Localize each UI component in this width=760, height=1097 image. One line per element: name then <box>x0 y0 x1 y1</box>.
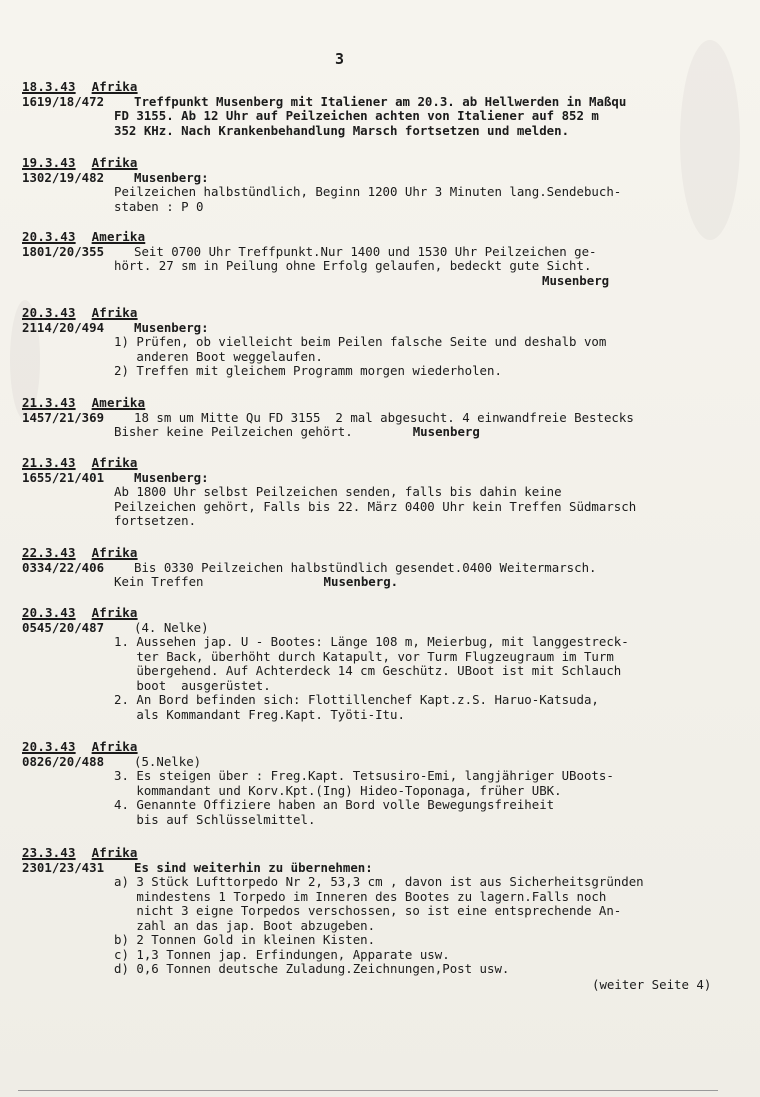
entry-signature: Musenberg <box>542 272 610 288</box>
entry-text-line: Kein Treffen <box>114 574 204 589</box>
message-entry <box>22 230 752 288</box>
entry-region: Afrika <box>91 845 138 860</box>
entry-text-line: 2) Treffen mit gleichem Programm morgen wiederholen. <box>114 363 502 378</box>
entry-text-line: ter Back, überhöht durch Katapult, vor Turm Flugzeugraum im Turm <box>114 648 614 664</box>
entry-text-line: c) 1,3 Tonnen jap. Erfindungen, Apparate usw. <box>114 946 450 962</box>
entry-signature: Musenberg <box>412 424 480 439</box>
entry-region: Afrika <box>91 305 138 320</box>
message-entry <box>22 80 752 138</box>
entry-text-line: Ab 1800 Uhr selbst Peilzeichen senden, falls bis dahin keine <box>114 484 562 499</box>
message-entry <box>22 740 752 827</box>
entry-reference: 1457/21/369 <box>22 409 105 425</box>
entry-reference: 1655/21/401 <box>22 469 105 485</box>
entry-region: Amerika <box>91 395 146 410</box>
entry-date: 23.3.43 <box>22 845 76 860</box>
entry-text-line: Bis 0330 Peilzeichen halbstündlich gesendet.0400 Weitermarsch. <box>134 559 597 575</box>
entry-reference: 1302/19/482 <box>22 169 105 185</box>
entry-text-line: d) 0,6 Tonnen deutsche Zuladung.Zeichnungen,Post usw. <box>114 961 510 976</box>
entry-date: 22.3.43 <box>22 545 76 560</box>
entry-date: 19.3.43 <box>22 155 76 170</box>
entry-header <box>22 456 752 471</box>
entry-date: 20.3.43 <box>22 605 76 620</box>
entry-region: Afrika <box>91 455 138 470</box>
message-entry <box>22 306 752 379</box>
message-entry <box>22 156 752 214</box>
entry-text-line: Treffpunkt Musenberg mit Italiener am 20.3. ab Hellwerden in Maßqu <box>134 93 627 109</box>
entry-date: 21.3.43 <box>22 455 76 470</box>
entry-text-line: 1) Prüfen, ob vielleicht beim Peilen falsche Seite und deshalb vom <box>114 334 607 349</box>
entry-addressee: Es sind weiterhin zu übernehmen: <box>134 859 373 875</box>
entry-text-line: bis auf Schlüsselmittel. <box>114 811 316 827</box>
entry-text-line: a) 3 Stück Lufttorpedo Nr 2, 53,3 cm , davon ist aus Sicherheitsgründen <box>114 874 644 889</box>
entry-region: Afrika <box>91 79 138 94</box>
entry-text-line: 18 sm um Mitte Qu FD 3155 2 mal abgesucht. 4 einwandfreie Bestecks <box>134 409 634 425</box>
entry-region: Afrika <box>91 155 138 170</box>
entry-region: Amerika <box>91 229 146 244</box>
page-bottom-rule <box>18 1090 718 1091</box>
entry-text-line: b) 2 Tonnen Gold in kleinen Kisten. <box>114 932 376 947</box>
message-entry <box>22 546 752 590</box>
entry-text-line: zahl an das jap. Boot abzugeben. <box>114 917 376 933</box>
entry-reference: 2301/23/431 <box>22 859 105 875</box>
entry-text-line: fortsetzen. <box>114 513 197 528</box>
entry-text-line: 1. Aussehen jap. U - Bootes: Länge 108 m, Meierbug, mit langgestreck- <box>114 634 629 649</box>
entry-date: 18.3.43 <box>22 79 76 94</box>
entry-header <box>22 740 752 755</box>
entry-header <box>22 230 752 245</box>
entry-header <box>22 606 752 621</box>
entry-header <box>22 396 752 411</box>
message-entry <box>22 846 752 977</box>
entry-text-line: 4. Genannte Offiziere haben an Bord volle Bewegungsfreiheit <box>114 797 555 812</box>
entry-reference: 2114/20/494 <box>22 319 105 335</box>
entry-text-line: als Kommandant Freg.Kapt. Työti-Itu. <box>114 706 405 722</box>
entry-text-line: FD 3155. Ab 12 Uhr auf Peilzeichen achten von Italiener auf 852 m <box>114 108 599 123</box>
message-entry <box>22 396 752 440</box>
entry-addressee: Musenberg: <box>134 469 209 485</box>
entry-text-line: 2. An Bord befinden sich: Flottillenchef Kapt.z.S. Haruo-Katsuda, <box>114 692 599 707</box>
entry-header <box>22 156 752 171</box>
entry-addressee: (4. Nelke) <box>134 619 209 635</box>
entry-date: 20.3.43 <box>22 739 76 754</box>
entry-text-line: boot ausgerüstet. <box>114 677 271 693</box>
entry-text-line: Seit 0700 Uhr Treffpunkt.Nur 1400 und 1530 Uhr Peilzeichen ge- <box>134 243 597 259</box>
entry-reference: 1619/18/472 <box>22 93 105 109</box>
entry-addressee: (5.Nelke) <box>134 753 202 769</box>
entry-header <box>22 80 752 95</box>
entry-text-line: staben : P 0 <box>114 198 204 214</box>
entry-reference: 0334/22/406 <box>22 559 105 575</box>
entry-date: 21.3.43 <box>22 395 76 410</box>
entry-text-line: nicht 3 eigne Torpedos verschossen, so ist eine entsprechende An- <box>114 903 622 918</box>
entry-region: Afrika <box>91 739 138 754</box>
entry-reference: 0545/20/487 <box>22 619 105 635</box>
entry-header <box>22 306 752 321</box>
entry-text-line: 3. Es steigen über : Freg.Kapt. Tetsusiro-Emi, langjähriger UBoots- <box>114 768 614 783</box>
entry-text-line: kommandant und Korv.Kpt.(Ing) Hideo-Toponaga, früher UBK. <box>114 782 562 798</box>
message-entry <box>22 456 752 529</box>
entry-text-line: Peilzeichen gehört, Falls bis 22. März 0400 Uhr kein Treffen Südmarsch <box>114 498 637 514</box>
entry-date: 20.3.43 <box>22 305 76 320</box>
entry-text-line: hört. 27 sm in Peilung ohne Erfolg gelaufen, bedeckt gute Sicht. <box>114 258 592 273</box>
entry-text-line: 352 KHz. Nach Krankenbehandlung Marsch fortsetzen und melden. <box>114 122 570 138</box>
entry-signature: Musenberg. <box>323 574 399 589</box>
entry-date: 20.3.43 <box>22 229 76 244</box>
entry-addressee: Musenberg: <box>134 169 209 185</box>
entry-header <box>22 546 752 561</box>
entry-header <box>22 846 752 861</box>
entry-text-line: übergehend. Auf Achterdeck 14 cm Geschütz. UBoot ist mit Schlauch <box>114 663 622 678</box>
entry-text-line: Bisher keine Peilzeichen gehört. <box>114 424 353 439</box>
entry-text-line: Peilzeichen halbstündlich, Beginn 1200 Uhr 3 Minuten lang.Sendebuch- <box>114 184 622 199</box>
entry-addressee: Musenberg: <box>134 319 209 335</box>
entry-reference: 1801/20/355 <box>22 243 105 259</box>
entry-text-line: mindestens 1 Torpedo im Inneren des Bootes zu lagern.Falls noch <box>114 888 607 904</box>
entry-text-line: anderen Boot weggelaufen. <box>114 348 323 364</box>
page-number: 3 <box>335 50 345 68</box>
entry-region: Afrika <box>91 545 138 560</box>
message-entry <box>22 606 752 722</box>
continued-note: (weiter Seite 4) <box>592 977 712 992</box>
entry-region: Afrika <box>91 605 138 620</box>
entry-reference: 0826/20/488 <box>22 753 105 769</box>
